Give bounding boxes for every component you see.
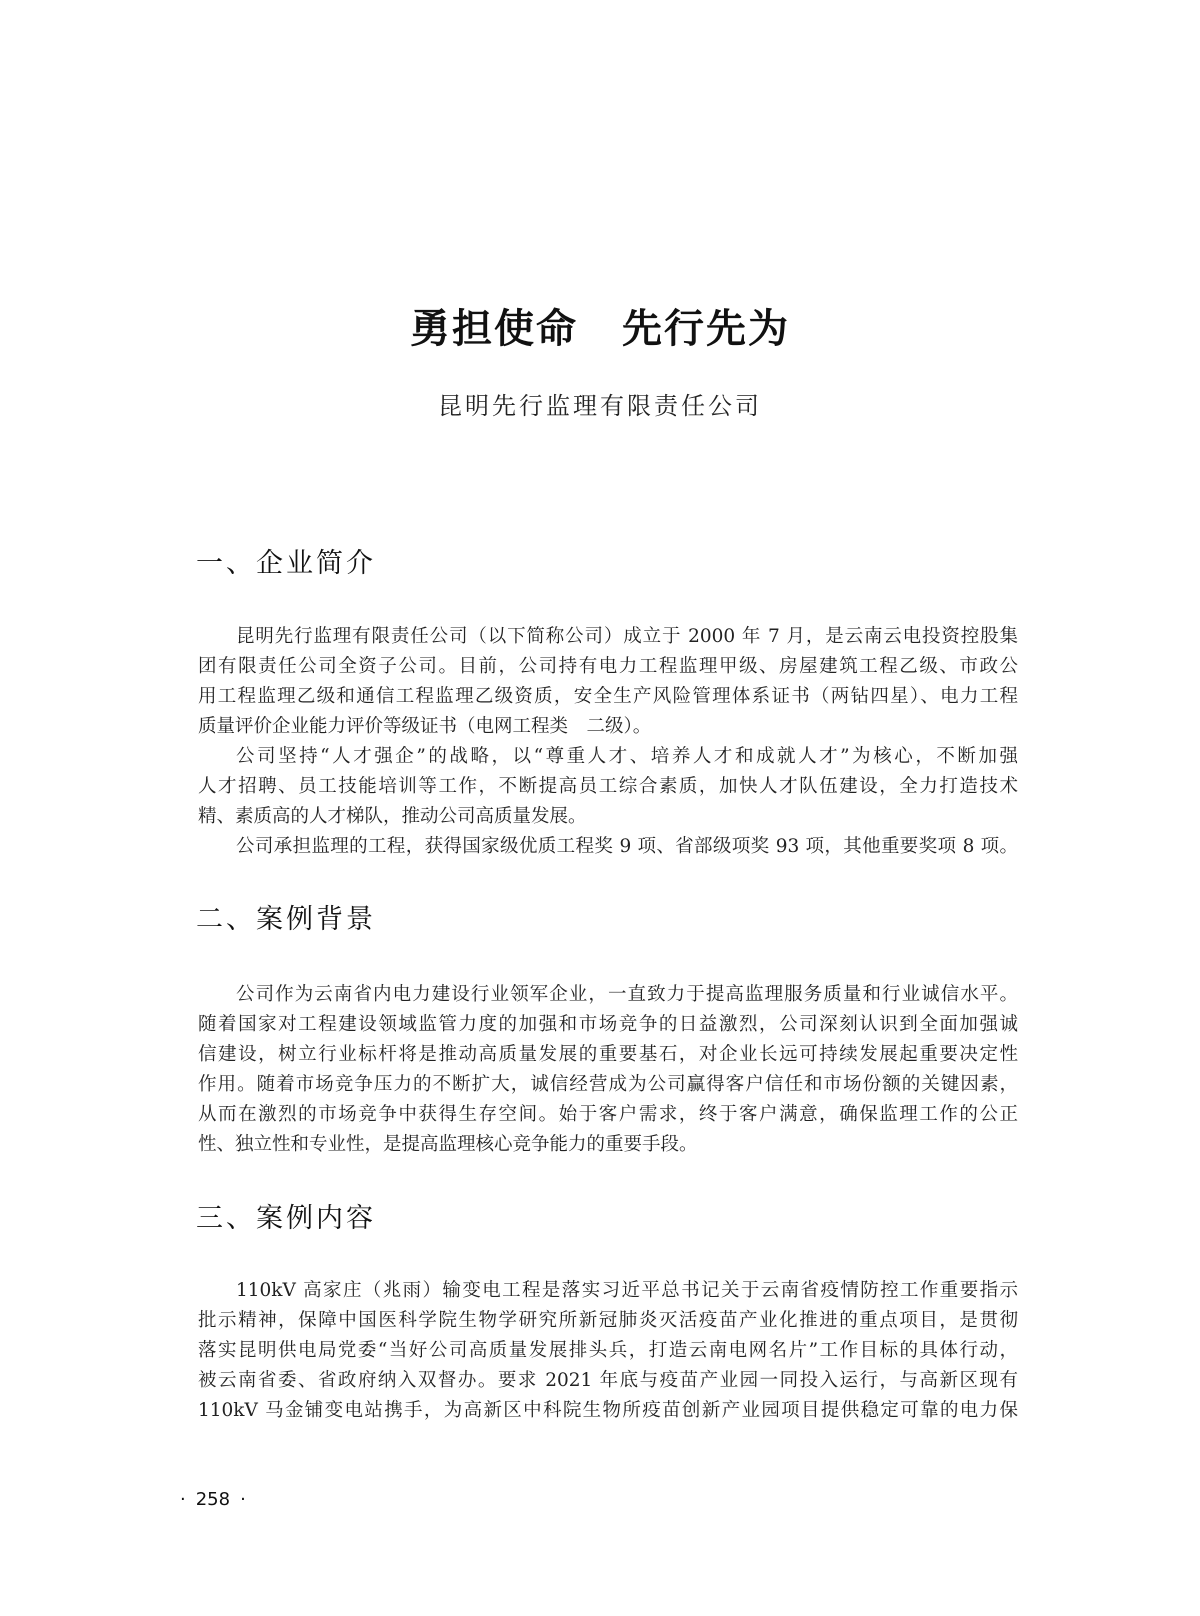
text-line: 人才招聘、员工技能培训等工作，不断提高员工综合素质，加快人才队伍建设，全力打造技术 — [198, 776, 1018, 797]
text-line: 110kV 马金铺变电站携手，为高新区中科院生物所疫苗创新产业园项目提供稳定可靠的电力保 — [198, 1400, 1018, 1421]
section-heading-case-background: 二、案例背景 — [196, 904, 376, 935]
page-number-value: 258 — [195, 1489, 231, 1510]
section-body-company-profile — [198, 622, 1018, 862]
company-name-subtitle: 昆明先行监理有限责任公司 — [438, 392, 762, 420]
page-number — [170, 1489, 256, 1510]
text-line: 团有限责任公司全资子公司。目前，公司持有电力工程监理甲级、房屋建筑工程乙级、市政公 — [198, 656, 1018, 677]
page-number-ornament-right: · — [240, 1489, 246, 1510]
section-body-case-background — [198, 980, 1018, 1160]
title-part-2: 先行先为 — [622, 305, 790, 352]
text-line: 公司坚持“人才强企”的战略，以“尊重人才、培养人才和成就人才”为核心，不断加强 — [236, 746, 1018, 767]
text-line: 公司承担监理的工程，获得国家级优质工程奖 9 项、省部级项奖 93 项，其他重要奖项 8 项。 — [236, 836, 1018, 857]
section-heading-company-profile: 一、企业简介 — [196, 548, 376, 579]
text-line: 随着国家对工程建设领域监管力度的加强和市场竞争的日益激烈，公司深刻认识到全面加强诚 — [198, 1014, 1018, 1035]
text-line: 被云南省委、省政府纳入双督办。要求 2021 年底与疫苗产业园一同投入运行，与高新区现有 — [198, 1370, 1018, 1391]
text-line: 批示精神，保障中国医科学院生物学研究所新冠肺炎灭活疫苗产业化推进的重点项目，是贯彻 — [198, 1310, 1018, 1331]
text-line: 作用。随着市场竞争压力的不断扩大，诚信经营成为公司赢得客户信任和市场份额的关键因素， — [198, 1074, 1018, 1095]
page-number-ornament-left: · — [180, 1489, 186, 1510]
text-line: 从而在激烈的市场竞争中获得生存空间。始于客户需求，终于客户满意，确保监理工作的公正 — [198, 1104, 1018, 1125]
section-body-case-content — [198, 1276, 1018, 1426]
text-line: 昆明先行监理有限责任公司（以下简称公司）成立于 2000 年 7 月，是云南云电投资控股集 — [236, 626, 1018, 647]
text-line: 精、素质高的人才梯队，推动公司高质量发展。 — [198, 806, 587, 827]
text-line: 质量评价企业能力评价等级证书（电网工程类 二级）。 — [198, 716, 652, 737]
text-line: 信建设，树立行业标杆将是推动高质量发展的重要基石，对企业长远可持续发展起重要决定性 — [198, 1044, 1018, 1065]
text-line: 公司作为云南省内电力建设行业领军企业，一直致力于提高监理服务质量和行业诚信水平。 — [236, 984, 1018, 1005]
text-line: 110kV 高家庄（兆雨）输变电工程是落实习近平总书记关于云南省疫情防控工作重要指示 — [236, 1280, 1018, 1301]
text-line: 性、独立性和专业性，是提高监理核心竞争能力的重要手段。 — [198, 1134, 698, 1155]
text-line: 落实昆明供电局党委“当好公司高质量发展排头兵，打造云南电网名片”工作目标的具体行动， — [198, 1340, 1018, 1361]
text-line: 用工程监理乙级和通信工程监理乙级资质，安全生产风险管理体系证书（两钻四星）、电力工程 — [198, 686, 1018, 707]
page-title — [0, 297, 1200, 354]
section-heading-case-content: 三、案例内容 — [196, 1203, 376, 1234]
title-part-1: 勇担使命 — [410, 305, 578, 352]
